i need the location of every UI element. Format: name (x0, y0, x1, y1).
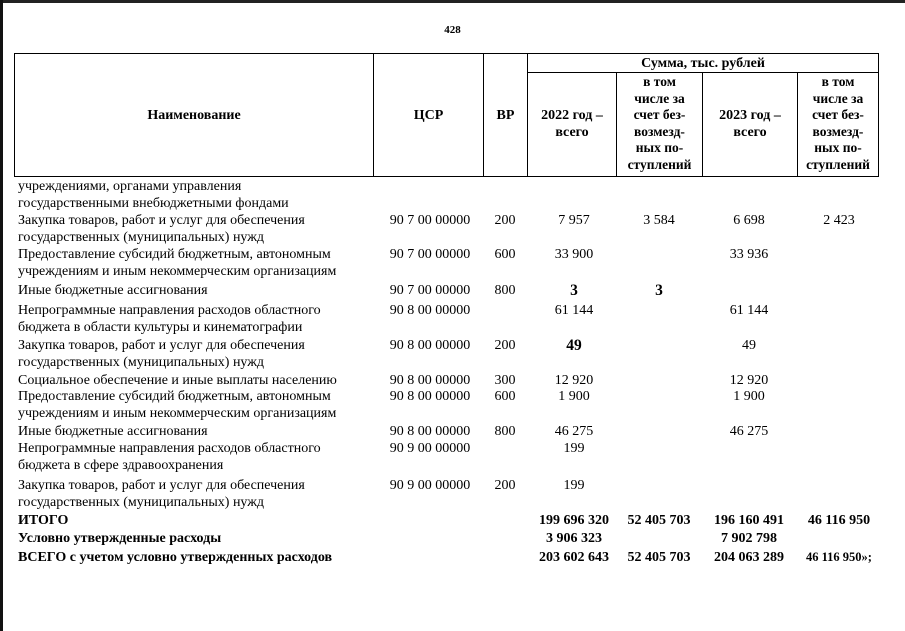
conditional-2023: 7 902 798 (721, 531, 777, 546)
row-vr: 600 (494, 247, 516, 262)
header-2023-total: 2023 год – всего (719, 108, 781, 140)
grand-total-2022: 203 602 643 (539, 550, 609, 565)
scan-edge-top (0, 0, 905, 3)
row-2023-total: 6 698 (733, 213, 765, 228)
row-vr: 800 (494, 283, 516, 298)
total-2022: 199 696 320 (539, 513, 609, 528)
row-csr: 90 9 00 00000 (389, 478, 471, 493)
row-name: Непрограммные направления расходов областного бюджета в области культуры и кинематографии (18, 303, 321, 335)
row-2022-total: 3 (570, 282, 578, 299)
row-2022-free: 3 584 (643, 213, 675, 228)
row-name: Иные бюджетные ассигнования (18, 283, 208, 298)
row-name: Социальное обеспечение и иные выплаты населению (18, 373, 337, 388)
header-2022-total: 2022 год – всего (541, 108, 603, 140)
row-vr: 300 (494, 373, 516, 388)
row-name: Закупка товаров, работ и услуг для обеспечения государственных (муниципальных) нужд (18, 338, 305, 370)
header-2022-free: в том числе за счет без- возмезд- ных по- ступлений (627, 74, 692, 172)
row-name: учреждениями, органами управления государственными внебюджетными фондами (18, 179, 289, 211)
header-bottom-border (14, 176, 879, 177)
row-2023-total: 1 900 (733, 389, 765, 404)
row-2022-total: 46 275 (554, 424, 594, 439)
page-number: 428 (444, 24, 461, 36)
header-top-border (14, 53, 879, 54)
conditional-label: Условно утвержденные расходы (18, 531, 222, 546)
header-name: Наименование (147, 108, 241, 123)
row-csr: 90 8 00 00000 (389, 338, 471, 353)
row-csr: 90 8 00 00000 (389, 424, 471, 439)
row-name: Закупка товаров, работ и услуг для обеспечения государственных (муниципальных) нужд (18, 478, 305, 510)
header-sum-underline (527, 72, 879, 73)
total-label: ИТОГО (18, 513, 69, 528)
scan-edge-left (0, 0, 3, 631)
row-2023-free: 2 423 (823, 213, 855, 228)
header-csr: ЦСР (413, 108, 444, 123)
row-2022-total: 12 920 (554, 373, 594, 388)
row-2023-total: 61 144 (729, 303, 769, 318)
row-2023-total: 12 920 (729, 373, 769, 388)
row-2023-total: 49 (742, 338, 756, 353)
row-csr: 90 7 00 00000 (389, 247, 471, 262)
row-name: Непрограммные направления расходов областного бюджета в сфере здравоохранения (18, 441, 321, 473)
row-csr: 90 8 00 00000 (389, 373, 471, 388)
total-2023: 196 160 491 (714, 513, 784, 528)
row-2023-total: 46 275 (729, 424, 769, 439)
row-vr: 200 (494, 338, 516, 353)
grand-total-2023-free: 46 116 950»; (806, 550, 872, 564)
row-2022-total: 199 (563, 441, 585, 456)
row-vr: 200 (494, 213, 516, 228)
row-2022-total: 199 (563, 478, 585, 493)
row-vr: 600 (494, 389, 516, 404)
row-name: Закупка товаров, работ и услуг для обеспечения государственных (муниципальных) нужд (18, 213, 305, 245)
header-right-border (878, 53, 879, 177)
grand-total-label: ВСЕГО с учетом условно утвержденных расходов (18, 550, 333, 565)
row-csr: 90 7 00 00000 (389, 213, 471, 228)
row-name: Предоставление субсидий бюджетным, автономным учреждениям и иным некоммерческим организациям (18, 247, 337, 279)
row-csr: 90 7 00 00000 (389, 283, 471, 298)
header-2023-free: в том числе за счет без- возмезд- ных по- ступлений (806, 74, 870, 172)
grand-total-2023: 204 063 289 (714, 550, 784, 565)
row-csr: 90 9 00 00000 (389, 441, 471, 456)
row-vr: 800 (494, 424, 516, 439)
total-2023-free: 46 116 950 (807, 513, 871, 528)
grand-total-2022-free: 52 405 703 (627, 550, 691, 565)
header-vr: ВР (496, 108, 515, 123)
row-2022-total: 61 144 (554, 303, 594, 318)
row-2022-total: 33 900 (554, 247, 594, 262)
row-2022-total: 7 957 (558, 213, 590, 228)
row-2022-free: 3 (655, 282, 663, 299)
total-2022-free: 52 405 703 (627, 513, 691, 528)
row-2022-total: 1 900 (558, 389, 590, 404)
row-name: Предоставление субсидий бюджетным, автономным учреждениям и иным некоммерческим организациям (18, 389, 337, 421)
conditional-2022: 3 906 323 (546, 531, 602, 546)
row-vr: 200 (494, 478, 516, 493)
row-2022-total: 49 (566, 337, 582, 354)
row-2023-total: 33 936 (729, 247, 769, 262)
row-name: Иные бюджетные ассигнования (18, 424, 208, 439)
row-csr: 90 8 00 00000 (389, 389, 471, 404)
row-csr: 90 8 00 00000 (389, 303, 471, 318)
header-sum: Сумма, тыс. рублей (641, 56, 765, 71)
